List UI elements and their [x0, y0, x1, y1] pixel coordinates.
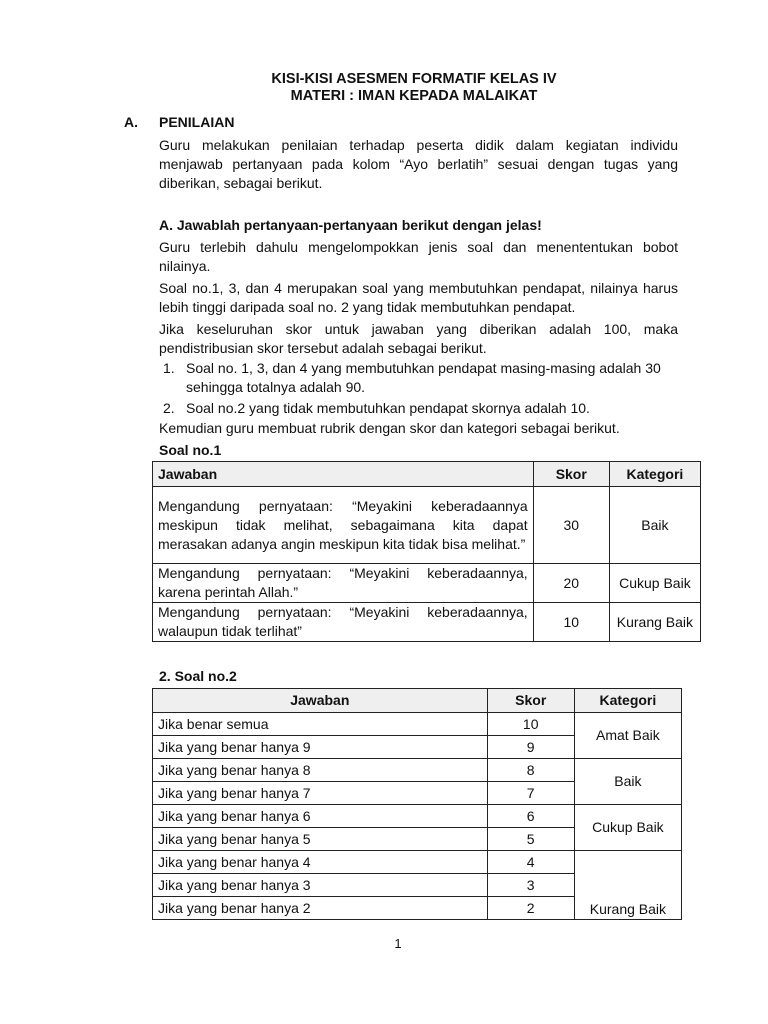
cell-jawaban: Jika yang benar hanya 4 [153, 851, 488, 874]
cell-jawaban: Mengandung pernyataan: “Meyakini keberadaannya, karena perintah Allah.” [153, 564, 534, 603]
cell-kategori: Kurang Baik [574, 851, 681, 920]
paragraph-soal: Soal no.1, 3, dan 4 merupakan soal yang membutuhkan pendapat, nilainya harus lebih tinggi daripada soal no. 2 yang tidak membutuhkan pendapat. [159, 280, 678, 315]
paragraph-kemudian: Kemudian guru membuat rubrik dengan skor dan kategori sebagai berikut. [159, 420, 620, 436]
cell-skor: 5 [487, 828, 574, 851]
table-row [153, 487, 701, 564]
page-number: 1 [394, 936, 402, 951]
list-item [163, 399, 678, 418]
cell-kategori: Cukup Baik [574, 805, 681, 851]
header-skor: Skor [533, 462, 609, 487]
rubric-table-soal-1 [152, 461, 701, 642]
cell-skor: 3 [487, 874, 574, 897]
cell-skor: 2 [487, 897, 574, 920]
subheading: A. Jawablah pertanyaan-pertanyaan berikut dengan jelas! [159, 217, 542, 233]
cell-skor: 6 [487, 805, 574, 828]
cell-skor: 7 [487, 782, 574, 805]
cell-kategori: Baik [609, 487, 700, 564]
cell-skor: 4 [487, 851, 574, 874]
cell-jawaban: Mengandung pernyataan: “Meyakini keberadaannya, walaupun tidak terlihat” [153, 603, 534, 642]
table-row [153, 564, 701, 603]
table-row [153, 759, 682, 782]
header-jawaban: Jawaban [153, 462, 534, 487]
cell-jawaban: Jika yang benar hanya 9 [153, 736, 488, 759]
cell-jawaban: Jika yang benar hanya 5 [153, 828, 488, 851]
cell-skor: 9 [487, 736, 574, 759]
table-row [153, 603, 701, 642]
rubric-table-soal-2 [152, 688, 682, 920]
section-number: A. [124, 114, 138, 130]
cell-skor: 20 [533, 564, 609, 603]
paragraph-guru: Guru terlebih dahulu mengelompokkan jenis soal dan menententukan bobot nilainya. [159, 239, 678, 274]
table-row [153, 805, 682, 828]
table-row [153, 713, 682, 736]
section-title: PENILAIAN [159, 114, 235, 130]
cell-skor: 10 [533, 603, 609, 642]
table2-label: 2. Soal no.2 [159, 668, 237, 684]
list-item-text: Soal no. 1, 3, dan 4 yang membutuhkan pendapat masing-masing adalah 30 sehingga totalnya adalah 90. [186, 360, 661, 395]
header-jawaban: Jawaban [153, 689, 488, 713]
cell-jawaban: Jika yang benar hanya 3 [153, 874, 488, 897]
cell-skor: 10 [487, 713, 574, 736]
table-header-row [153, 462, 701, 487]
cell-jawaban: Jika yang benar hanya 7 [153, 782, 488, 805]
cell-jawaban: Jika yang benar hanya 2 [153, 897, 488, 920]
cell-skor: 30 [533, 487, 609, 564]
table1-label: Soal no.1 [159, 442, 222, 458]
list-item [163, 359, 678, 397]
cell-skor: 8 [487, 759, 574, 782]
paragraph-jika: Jika keseluruhan skor untuk jawaban yang diberikan adalah 100, maka pendistribusian skor tersebut adalah sebagai berikut. [159, 321, 678, 356]
intro-paragraph: Guru melakukan penilaian terhadap peserta didik dalam kegiatan individu menjawab pertanyaan pada kolom “Ayo berlatih” sesuai dengan tugas yang diberikan, sebagai berikut. [159, 137, 678, 191]
document-title: KISI-KISI ASESMEN FORMATIF KELAS IV [271, 71, 557, 87]
list-item-text: Soal no.2 yang tidak membutuhkan pendapat skornya adalah 10. [186, 400, 590, 416]
header-kategori: Kategori [609, 462, 700, 487]
cell-jawaban: Jika yang benar hanya 8 [153, 759, 488, 782]
list-item-number: 2. [163, 400, 175, 416]
header-skor: Skor [487, 689, 574, 713]
cell-kategori: Cukup Baik [609, 564, 700, 603]
cell-kategori: Baik [574, 759, 681, 805]
table-row [153, 851, 682, 874]
cell-jawaban: Mengandung pernyataan: “Meyakini keberadaannya meskipun tidak melihat, sebagaimana kita dapat merasakan adanya angin meskipun kita tidak bisa melihat.” [153, 487, 534, 564]
cell-kategori: Amat Baik [574, 713, 681, 759]
cell-jawaban: Jika benar semua [153, 713, 488, 736]
cell-kategori: Kurang Baik [609, 603, 700, 642]
header-kategori: Kategori [574, 689, 681, 713]
table-header-row [153, 689, 682, 713]
cell-jawaban: Jika yang benar hanya 6 [153, 805, 488, 828]
list-item-number: 1. [163, 360, 175, 376]
document-subtitle: MATERI : IMAN KEPADA MALAIKAT [290, 88, 538, 104]
